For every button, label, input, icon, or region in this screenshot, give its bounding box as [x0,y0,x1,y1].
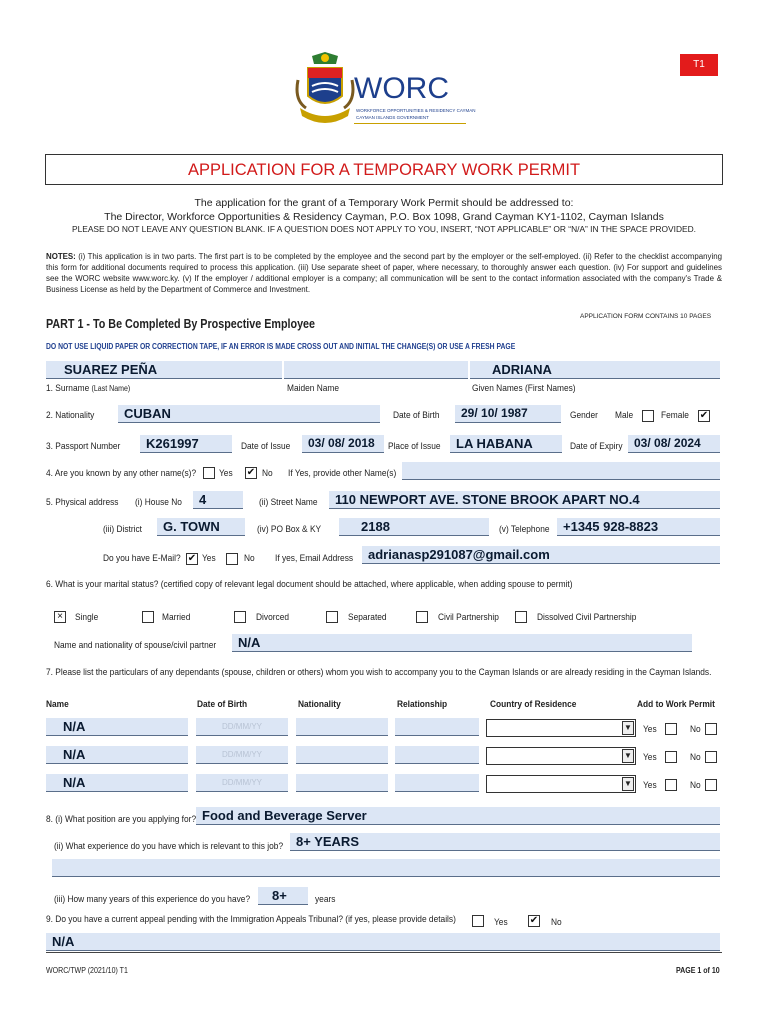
notes-paragraph [46,251,722,295]
worc-logo-text: WORC [354,72,449,105]
civil-partnership-checkbox[interactable] [416,611,428,623]
intro-line-3: PLEASE DO NOT LEAVE ANY QUESTION BLANK. IF A QUESTION DOES NOT APPLY TO YOU, INSERT, “NOT APPLICABLE” OR “N/A” IN THE SPACE PROVIDED. [72,224,696,234]
surname-label-small: (Last Name) [91,384,131,393]
intro-line-2: The Director, Workforce Opportunities & Residency Cayman, P.O. Box 1098, Grand Cayman KY1-1102, Cayman Islands [104,211,664,223]
nationality-field[interactable]: CUBAN [118,405,380,423]
marital-status-question: 6. What is your marital status? (certified copy of relevant legal document should be attached, where applicable, when adding spouse to permit) [46,579,573,590]
dissolved-partnership-label: Dissolved Civil Partnership [537,612,637,623]
years-suffix: years [315,894,336,905]
appeal-details-field[interactable]: N/A [46,933,720,951]
dependant-name-field[interactable]: N/A [46,746,188,764]
expiry-field[interactable]: 03/ 08/ 2024 [628,435,720,453]
physical-address-label: 5. Physical address [46,497,119,508]
gender-label: Gender [570,410,598,421]
dependant-nationality-field[interactable] [296,718,388,736]
street-name-label: (ii) Street Name [259,497,318,508]
dependant-dob-field[interactable]: DD/MM/YY [196,774,288,792]
page-title: APPLICATION FOR A TEMPORARY WORK PERMIT [187,161,581,179]
single-checkbox[interactable]: × [54,611,66,623]
dependant-dob-field[interactable]: DD/MM/YY [196,746,288,764]
dependant-name-field[interactable]: N/A [46,718,188,736]
bottom-divider [46,952,722,953]
logo-tagline: WORKFORCE OPPORTUNITIES & RESIDENCY CAYMAN [356,108,476,113]
dependant-dob-field[interactable]: DD/MM/YY [196,718,288,736]
issue-date-field[interactable]: 03/ 08/ 2018 [302,435,384,453]
col-add-header: Add to Work Permit [637,699,715,710]
position-field[interactable]: Food and Beverage Server [196,807,720,825]
dropdown-arrow-icon[interactable]: ▼ [622,749,634,763]
years-experience-field[interactable]: 8+ [258,887,308,905]
add-permit-yes-label: Yes [643,752,657,763]
appeal-no-label: No [551,917,562,928]
col-name-header: Name [46,699,69,710]
gender-female-label: Female [661,410,689,421]
dob-field[interactable]: 29/ 10/ 1987 [455,405,561,423]
pobox-field[interactable]: 2188 [339,518,489,536]
dissolved-partnership-checkbox[interactable] [515,611,527,623]
dependants-question: 7. Please list the particulars of any dependants (spouse, children or others) whom you wish to accompany you to the Cayman Islands or are already residing in the Cayman Islands. [46,667,712,678]
footer-form-code: WORC/TWP (2021/10) T1 [46,966,128,975]
dependant-country-select[interactable] [486,747,636,765]
district-field[interactable]: G. TOWN [157,518,245,536]
civil-partnership-label: Civil Partnership [438,612,499,623]
house-no-field[interactable]: 4 [193,491,243,509]
col-relationship-header: Relationship [397,699,448,710]
appeal-no-checkbox[interactable]: ✔ [529,915,539,926]
email-question-label: Do you have E-Mail? [103,553,181,564]
dependant-country-select[interactable] [486,719,636,737]
logo-tagline-2: CAYMAN ISLANDS GOVERNMENT [356,115,429,120]
appeal-yes-label: Yes [494,917,508,928]
nationality-label: 2. Nationality [46,410,95,421]
intro-line-1: The application for the grant of a Temporary Work Permit should be addressed to: [194,197,574,209]
part1-heading: PART 1 - To Be Completed By Prospective Employee [46,317,316,331]
add-permit-yes-checkbox[interactable] [665,751,677,763]
experience-label: (ii) What experience do you have which is relevant to this job? [54,841,284,852]
col-country-header: Country of Residence [490,699,577,710]
pages-note: APPLICATION FORM CONTAINS 10 PAGES [580,313,712,320]
married-label: Married [162,612,191,623]
other-names-yes-checkbox[interactable] [203,467,215,479]
telephone-label: (v) Telephone [499,524,550,535]
expiry-label: Date of Expiry [570,441,623,452]
other-names-no-checkbox[interactable]: ✔ [246,467,256,478]
separated-label: Separated [348,612,387,623]
add-permit-yes-label: Yes [643,724,657,735]
dependant-relationship-field[interactable] [395,746,479,764]
passport-label: 3. Passport Number [46,441,121,452]
email-yes-label: Yes [202,553,216,564]
telephone-field[interactable]: +1345 928-8823 [557,518,720,536]
email-no-checkbox[interactable] [226,553,238,565]
appeal-question: 9. Do you have a current appeal pending with the Immigration Appeals Tribunal? (if yes, please provide details) [46,914,456,925]
add-permit-no-checkbox[interactable] [705,779,717,791]
email-yes-checkbox[interactable]: ✔ [187,553,197,564]
spouse-label: Name and nationality of spouse/civil partner [54,640,217,651]
email-address-field[interactable]: adrianasp291087@gmail.com [362,546,720,564]
pobox-label: (iv) PO Box & KY [257,524,322,535]
dependant-nationality-field[interactable] [296,774,388,792]
add-permit-yes-checkbox[interactable] [665,723,677,735]
add-permit-yes-label: Yes [643,780,657,791]
coat-of-arms-icon [294,50,356,132]
position-label: 8. (i) What position are you applying for? [46,814,197,825]
add-permit-no-label: No [690,724,701,735]
issue-place-field[interactable]: LA HABANA [450,435,562,453]
separated-checkbox[interactable] [326,611,338,623]
gender-male-checkbox[interactable] [642,410,654,422]
form-code-badge: T1 [680,54,718,76]
dependant-relationship-field[interactable] [395,774,479,792]
dependant-relationship-field[interactable] [395,718,479,736]
maiden-name-field[interactable] [284,361,468,379]
surname-field[interactable]: SUAREZ PEÑA [46,361,282,379]
worc-logo [294,50,474,132]
dropdown-arrow-icon[interactable]: ▼ [622,721,634,735]
divorced-label: Divorced [256,612,289,623]
single-label: Single [75,612,99,623]
given-names-label: Given Names (First Names) [472,383,576,394]
district-label: (iii) District [103,524,143,535]
dependant-name-field[interactable]: N/A [46,774,188,792]
house-no-label: (i) House No [135,497,182,508]
given-names-field[interactable]: ADRIANA [470,361,720,379]
other-names-no-label: No [262,468,273,479]
dob-label: Date of Birth [393,410,440,421]
spouse-field[interactable]: N/A [232,634,692,652]
other-names-provide-label: If Yes, provide other Name(s) [288,468,397,479]
add-permit-no-checkbox[interactable] [705,723,717,735]
surname-label-text: 1. Surname [46,383,92,394]
correction-warning: DO NOT USE LIQUID PAPER OR CORRECTION TAPE, IF AN ERROR IS MADE CROSS OUT AND INITIAL THE CHANGE(S) OR USE A FRESH PAGE [46,342,516,351]
passport-field[interactable]: K261997 [140,435,232,453]
maiden-name-label: Maiden Name [287,383,340,394]
issue-date-label: Date of Issue [241,441,291,452]
street-name-field[interactable]: 110 NEWPORT AVE. STONE BROOK APART NO.4 [329,491,720,509]
footer-page-number: PAGE 1 of 10 [676,966,720,975]
appeal-yes-checkbox[interactable] [472,915,484,927]
col-dob-header: Date of Birth [197,699,248,710]
dependant-nationality-field[interactable] [296,746,388,764]
other-names-field[interactable] [402,462,720,480]
title-box [45,154,723,185]
issue-place-label: Place of Issue [388,441,441,452]
dropdown-arrow-icon[interactable]: ▼ [622,777,634,791]
add-permit-no-checkbox[interactable] [705,751,717,763]
add-permit-yes-checkbox[interactable] [665,779,677,791]
col-nationality-header: Nationality [298,699,341,710]
other-names-question: 4. Are you known by any other name(s)? [46,468,197,479]
married-checkbox[interactable] [142,611,154,623]
other-names-yes-label: Yes [219,468,233,479]
gender-male-label: Male [615,410,634,421]
add-permit-no-label: No [690,780,701,791]
logo-rule [354,123,466,124]
dependant-country-select[interactable] [486,775,636,793]
surname-label [46,383,130,394]
notes-label: NOTES: [46,252,76,261]
divorced-checkbox[interactable] [234,611,246,623]
email-no-label: No [244,553,255,564]
experience-field-continued[interactable] [52,859,720,877]
gender-female-checkbox[interactable]: ✔ [699,410,709,421]
years-experience-label: (iii) How many years of this experience do you have? [54,894,251,905]
add-permit-no-label: No [690,752,701,763]
email-address-label: If yes, Email Address [275,553,354,564]
experience-field[interactable]: 8+ YEARS [290,833,720,851]
notes-text: (i) This application is in two parts. The first part is to be completed by the employee and the second part by the employer or the self-employed. (ii) Refer to the checklist accompanying this form for additional documents required to process this application. (iii) Use separate sheet of paper, where necessary, to thoroughly answer each question. (iv) For support and guidelines see the WORC website www.worc.ky. (v) If the employer / additional employer is a company; all communication will be sent to the contact information associated with the company's Trade & Business License as held by the Department of Commerce and Investment. [46,252,722,294]
